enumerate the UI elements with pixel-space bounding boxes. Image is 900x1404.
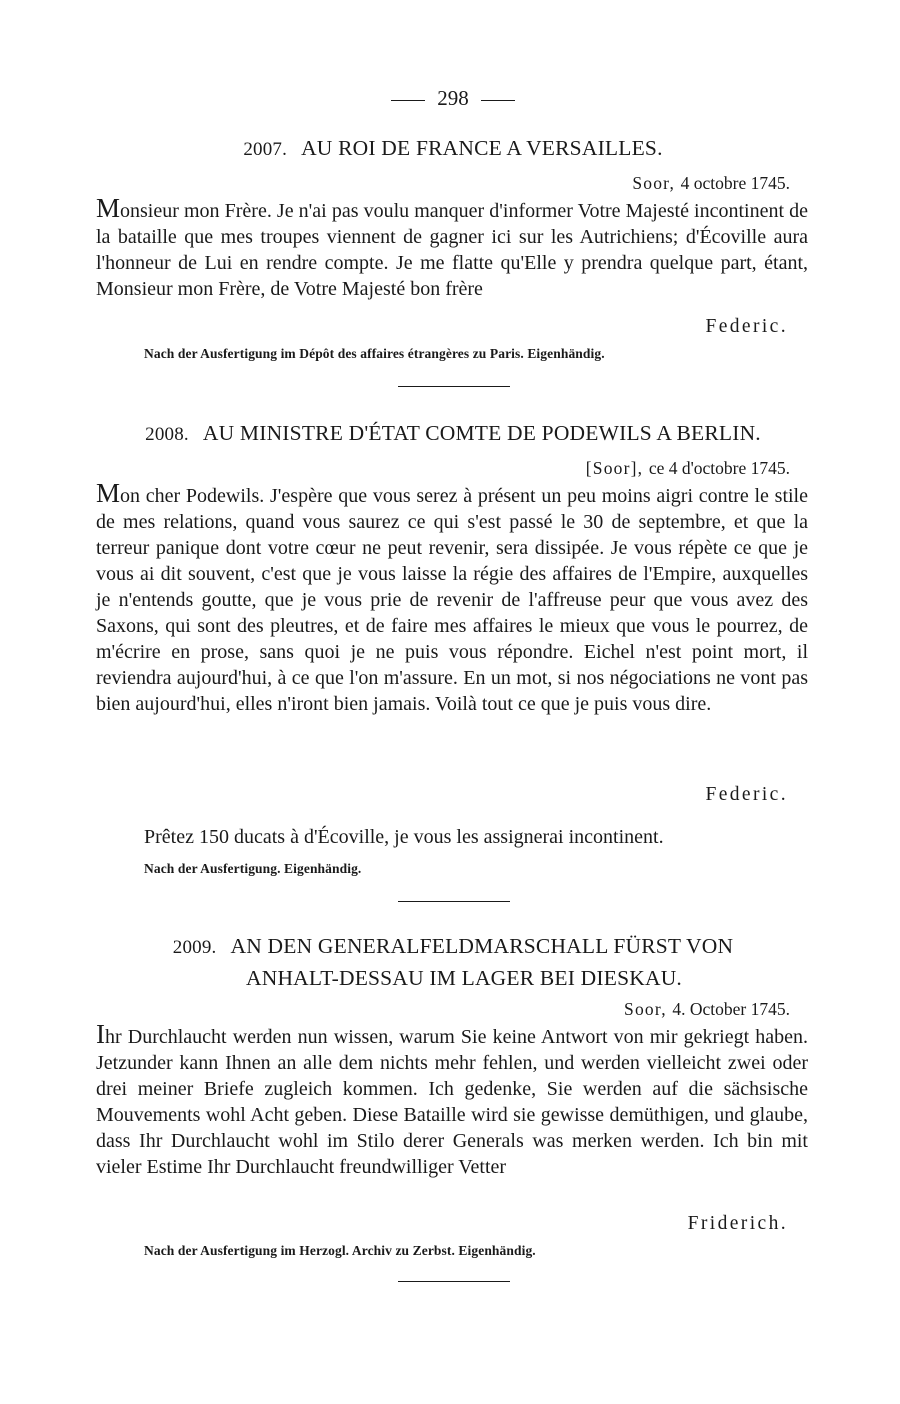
letter-2008-dateline: [Soor], ce 4 d'octobre 1745. — [585, 458, 790, 478]
letter-2009-heading — [96, 931, 810, 993]
letter-2008-body: Mon cher Podewils. J'espère que vous serez à présent un peu moins aigri contre le stile de mes relations, quand vous saurez ce qui s'est passé le 30 de septembre, et que la terreur panique dont votre cœur ne peut revenir, sera dissipée. Je vous répète ce que je vous ai dit souvent, c'est que je vous laisse la régie des affaires de l'Empire, auxquelles je n'entends goutte, que je vous prie de revenir de l'affreuse peur que vous avez des Saxons, qui sont des pleutres, et de faire mes affaires le mieux que vous le pourrez, de m'écrire en prose, sans quoi je ne puis vous répondre. Eichel n'est point mort, il reviendra aujourd'hui, à ce que l'on m'assure. En un mot, si nos négociations ne vont pas bien aujourd'hui, elles n'iront bien jamais. Voilà tout ce que je puis vous dire. — [96, 478, 808, 715]
letter-2009-dateline: Soor, 4. October 1745. — [624, 999, 790, 1019]
letter-title-line-1: AN DEN GENERALFELDMARSCHALL FÜRST VON — [230, 934, 734, 958]
page-number-dash-left — [391, 100, 425, 101]
letter-2007-signature: Federic. — [705, 316, 788, 337]
letter-number: 2007. — [243, 139, 288, 160]
drop-cap: I — [96, 1019, 105, 1049]
letter-2009-source-note: Nach der Ausfertigung im Herzogl. Archiv zu Zerbst. Eigenhändig. — [144, 1243, 536, 1258]
letter-2007-heading — [96, 136, 810, 161]
letter-2008-source-note: Nach der Ausfertigung. Eigenhändig. — [144, 861, 362, 876]
section-divider — [398, 901, 510, 902]
page-number: 298 — [96, 86, 810, 111]
letter-2009-signature: Friderich. — [687, 1213, 788, 1234]
letter-2007-source-note: Nach der Ausfertigung im Dépôt des affaires étrangères zu Paris. Eigenhändig. — [144, 346, 605, 361]
drop-cap: M — [96, 478, 121, 508]
page-number-dash-right — [481, 100, 515, 101]
letter-title: AU ROI DE FRANCE A VERSAILLES. — [301, 136, 663, 160]
letter-2008-signature: Federic. — [705, 784, 788, 805]
letter-2007-dateline: Soor, 4 octobre 1745. — [632, 173, 790, 193]
drop-cap: M — [96, 193, 121, 223]
letter-title-line-2: ANHALT-DESSAU IM LAGER BEI DIESKAU. — [245, 966, 682, 990]
letter-number: 2008. — [145, 424, 189, 445]
letter-title: AU MINISTRE D'ÉTAT COMTE DE PODEWILS A BERLIN. — [202, 421, 761, 445]
section-divider — [398, 1281, 510, 1282]
section-divider — [398, 386, 510, 387]
letter-number: 2009. — [172, 937, 217, 958]
letter-2009-body: Ihr Durchlaucht werden nun wissen, warum Sie keine Antwort von mir gekriegt haben. Jetzunder kann Ihnen an alle dem nichts mehr fehlen, und werden vielleicht zwei oder drei meiner Briefe zugleich kommen. Ich gedenke, Sie werden auf die sächsische Mouvements wohl Acht geben. Diese Bataille wird sie gewisse demüthigen, und glaube, dass Ihr Durchlaucht wohl im Stilo derer Generals was merken werden. Ich bin mit vieler Estime Ihr Durchlaucht freundwilliger Vetter — [96, 1019, 808, 1178]
letter-2008-heading — [96, 421, 810, 446]
letter-2008-postscript: Prêtez 150 ducats à d'Écoville, je vous les assignerai incontinent. — [144, 826, 664, 848]
letter-2007-body: Monsieur mon Frère. Je n'ai pas voulu manquer d'informer Votre Majesté incontinent de la bataille que mes troupes viennent de gagner ici sur les Autrichiens; d'Écoville aura l'honneur de Lui en rendre compte. Je me flatte qu'Elle y prendra quelque part, étant, Monsieur mon Frère, de Votre Majesté bon frère — [96, 193, 808, 300]
